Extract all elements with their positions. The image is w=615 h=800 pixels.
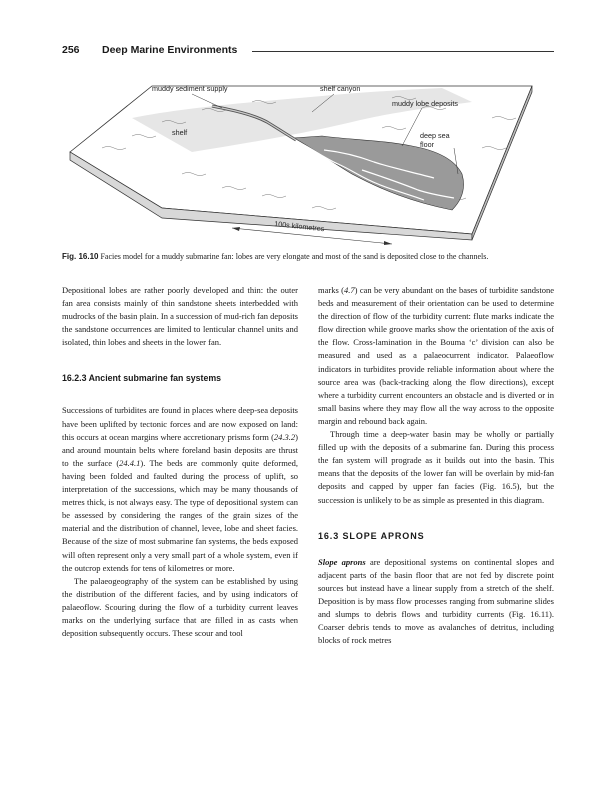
section-heading-16-2-3: 16.2.3 Ancient submarine fan systems	[62, 373, 222, 384]
page-number: 256	[62, 44, 80, 56]
cross-ref-4-7: 4.7	[343, 285, 355, 295]
cross-ref-24-4-1: 24.4.1	[119, 457, 141, 468]
left-paragraph-3: The palaeogeography of the system can be established by using the distribution of the different facies, and by using indicators of palaeoflow. Scouring during the flow of a turbidity current leaves marks on the underlying surface that are filled in as casts when deposition subsequently occurs. These scour and tool	[62, 575, 298, 639]
block-diagram	[62, 78, 554, 248]
figure-number: Fig. 16.10	[62, 252, 99, 261]
section-heading-16-3: 16.3 SLOPE APRONS	[318, 530, 425, 541]
label-deep-sea: deep sea	[420, 131, 450, 140]
caption-text: Facies model for a muddy submarine fan: lobes are very elongate and most of the sand is deposited close to the channels.	[100, 252, 489, 261]
term-slope-aprons: Slope aprons	[318, 556, 366, 567]
right-paragraph-1: marks (4.7) can be very abundant on the bases of turbidite sandstone beds and measurement of their orientation can be used to determine the direction of flow of the turbidity current: flute marks indicate the flow direction while groove marks show the orientation of the axis of the flow. Cross-lamination in the Bouma ‘c’ division can also be measured and used as a palaeocurrent indicator. Palaeoflow indicators in turbidites provide reliable information about where the source area was (back-tracking along the flow directions), except where a turbidity current encounters an obstacle and is diverted or in small basins where they may flow all the way across to the opposite margin and rebound back again.	[318, 285, 554, 426]
scale-arrowhead-right	[384, 241, 392, 245]
cross-ref-24-3-2: 24.3.2	[273, 431, 296, 442]
left-paragraph-2: Successions of turbidites are found in places where deep-sea deposits have been uplifted by tectonic forces and are now exposed on land: this occurs at ocean margins where accretionary prisms form (24.3.2) and around mountain belts where foreland basin deposits are thrust to the surface (24.4.1). The beds are commonly quite deformed, having been folded and faulted during the process of uplift, so interpretation of the successions, which may be many thousands of metres thick, is not always easy. The type of depositional system can be assessed by considering the ranges of the grain sizes of the material and the distribution of channel, levee, lobe and sheet facies. Because of the size of most submarine fan systems, the beds exposed will often represent only a very small part of a whole system, even if the outcrop extends for tens of kilometres or more.	[62, 405, 298, 573]
label-muddy-lobe-deposits: muddy lobe deposits	[392, 99, 458, 108]
label-shelf: shelf	[172, 128, 188, 137]
right-paragraph-2: Through time a deep-water basin may be wholly or partially filled up with the deposits of a submarine fan. During this process the fan system will prograde as it builds out into the basin. This means that the deposits of the lower fan will be overlain by mid-fan deposits and capped by upper fan facies (Fig. 16.5), but the succession is unlikely to be as simple as presented in this diagram.	[318, 429, 554, 505]
label-shelf-canyon: shelf canyon	[320, 84, 361, 93]
figure-caption	[62, 252, 554, 263]
left-paragraph-1: Depositional lobes are rather poorly developed and thin: the outer fan area consists mainly of thin sandstone sheets interbedded with mudrocks of the basin plain. In a succession of mud-rich fan deposits the sandstone occurrences are limited to lenticular channel units and isolated, thin lobes and sheets in the lower fan.	[62, 285, 298, 348]
scale-arrowhead-left	[232, 227, 240, 231]
right-paragraph-3: Slope aprons are depositional systems on continental slopes and adjacent parts of the basin floor that are not fed by discrete point sources but instead have a linear supply from a stretch of the shelf. Deposition is by mass flow processes ranging from submarine slides and slumps to debris flows and turbidity currents (Fig. 16.11). Coarser debris tends to move as avalanches of detritus, including blocks of rock metres	[318, 556, 554, 646]
right-column	[318, 284, 554, 647]
label-scale: 100s kilometres	[273, 219, 325, 234]
left-column	[62, 284, 298, 640]
running-header	[62, 44, 554, 60]
figure-muddy-fan-diagram	[62, 78, 554, 248]
label-muddy-sediment-supply: muddy sediment supply	[152, 84, 228, 93]
header-rule	[252, 51, 554, 52]
label-floor: floor	[420, 140, 434, 149]
running-title: Deep Marine Environments	[102, 44, 238, 56]
